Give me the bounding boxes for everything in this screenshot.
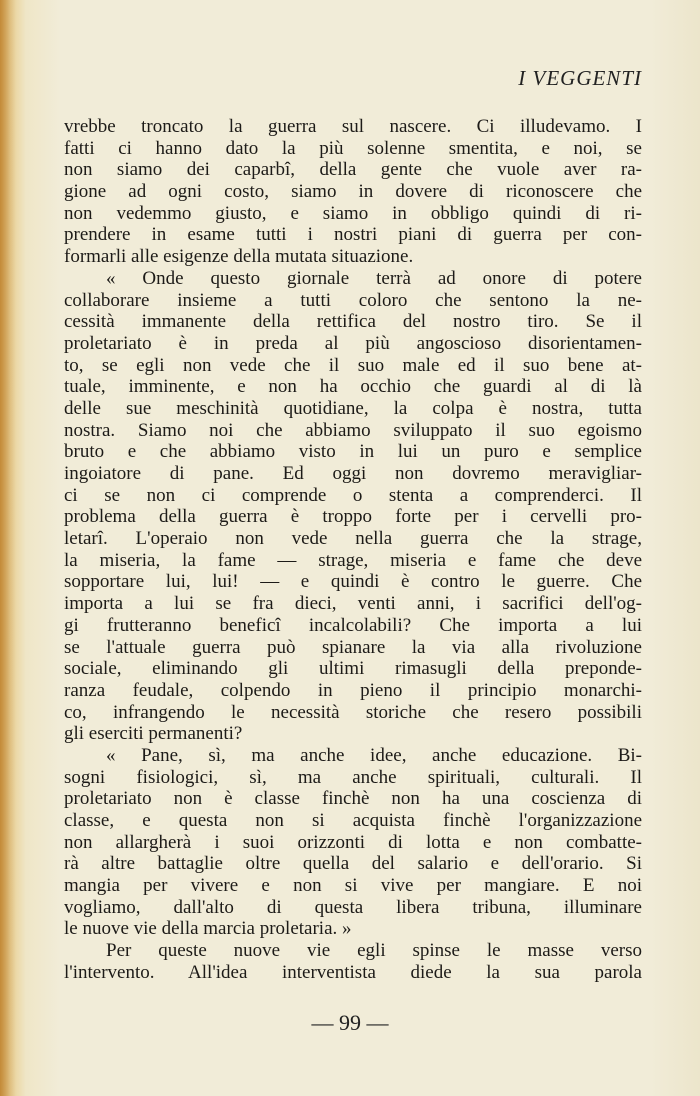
text-line: la miseria, la fame — strage, miseria e fame che deve (64, 549, 642, 571)
running-title: I VEGGENTI (518, 66, 642, 90)
text-line: gione ad ogni costo, siamo in dovere di riconoscere che (64, 181, 642, 203)
text-line: le nuove vie della marcia proletaria. » (64, 918, 352, 940)
text-line: sopportare lui, lui! — e quindi è contro le guerre. Che (64, 571, 642, 593)
text-line: « Onde questo giornale terrà ad onore di potere (106, 267, 642, 289)
text-line: l'intervento. All'idea interventista diede la sua parola (64, 961, 642, 983)
text-line: sogni fisiologici, sì, ma anche spirituali, culturali. Il (64, 766, 642, 788)
text-line: non siamo dei caparbî, della gente che vuole aver ra- (64, 159, 642, 181)
text-line: nostra. Siamo noi che abbiamo sviluppato il suo egoismo (64, 419, 642, 441)
text-line: fatti ci hanno dato la più solenne smentita, e noi, se (64, 137, 642, 159)
text-line: gli eserciti permanenti? (64, 723, 243, 745)
page-number: — 99 — (311, 1010, 389, 1035)
text-line: problema della guerra è troppo forte per i cervelli pro- (64, 506, 642, 528)
page-edge-shadow (0, 0, 16, 1096)
text-line: se l'attuale guerra può spianare la via alla rivoluzione (64, 636, 642, 658)
text-line: to, se egli non vede che il suo male ed il suo bene at- (64, 354, 642, 376)
text-line: cessità immanente della rettifica del nostro tiro. Se il (64, 311, 642, 333)
text-line: importa a lui se fra dieci, venti anni, i sacrifici dell'og- (64, 593, 642, 615)
text-line: collaborare insieme a tutti coloro che sentono la ne- (64, 289, 642, 311)
text-line: non allargherà i suoi orizzonti di lotta e non combatte- (64, 831, 642, 853)
text-line: tuale, imminente, e non ha occhio che guardi al di là (64, 376, 642, 398)
text-line: letarî. L'operaio non vede nella guerra che la strage, (64, 528, 642, 550)
text-line: delle sue meschinità quotidiane, la colpa è nostra, tutta (64, 397, 642, 419)
text-line: ranza feudale, colpendo in pieno il principio monarchi- (64, 679, 642, 701)
text-line: proletariato non è classe finchè non ha una coscienza di (64, 788, 642, 810)
text-line: rà altre battaglie oltre quella del salario e dell'orario. Si (64, 853, 642, 875)
text-line: ci se non ci comprende o stenta a comprenderci. Il (64, 484, 642, 506)
text-line: gi frutteranno beneficî incalcolabili? Che importa a lui (64, 614, 642, 636)
text-line: non vedemmo giusto, e siamo in obbligo quindi di ri- (64, 202, 642, 224)
text-line: co, infrangendo le necessità storiche che resero possibili (64, 701, 642, 723)
text-line: bruto e che abbiamo visto in lui un puro e semplice (64, 441, 642, 463)
text-line: sociale, eliminando gli ultimi rimasugli della preponde- (64, 658, 642, 680)
text-line: classe, e questa non si acquista finchè l'organizzazione (64, 810, 642, 831)
text-line: Per queste nuove vie egli spinse le masse verso (106, 940, 642, 962)
text-line: « Pane, sì, ma anche idee, anche educazione. Bi- (106, 744, 642, 766)
text-line: prendere in esame tutti i nostri piani di guerra per con- (64, 224, 642, 246)
text-line: proletariato è in preda al più angoscioso disorientamen- (64, 332, 642, 354)
text-line: formarli alle esigenze della mutata situazione. (64, 246, 414, 268)
text-line: vogliamo, dall'alto di questa libera tribuna, illuminare (64, 896, 642, 918)
text-line: mangia per vivere e non si vive per mangiare. E noi (64, 875, 642, 897)
body-text (64, 116, 642, 984)
text-line: ingoiatore di pane. Ed oggi non dovremo meravigliar- (64, 463, 642, 484)
text-line: vrebbe troncato la guerra sul nascere. Ci illudevamo. I (64, 116, 642, 137)
